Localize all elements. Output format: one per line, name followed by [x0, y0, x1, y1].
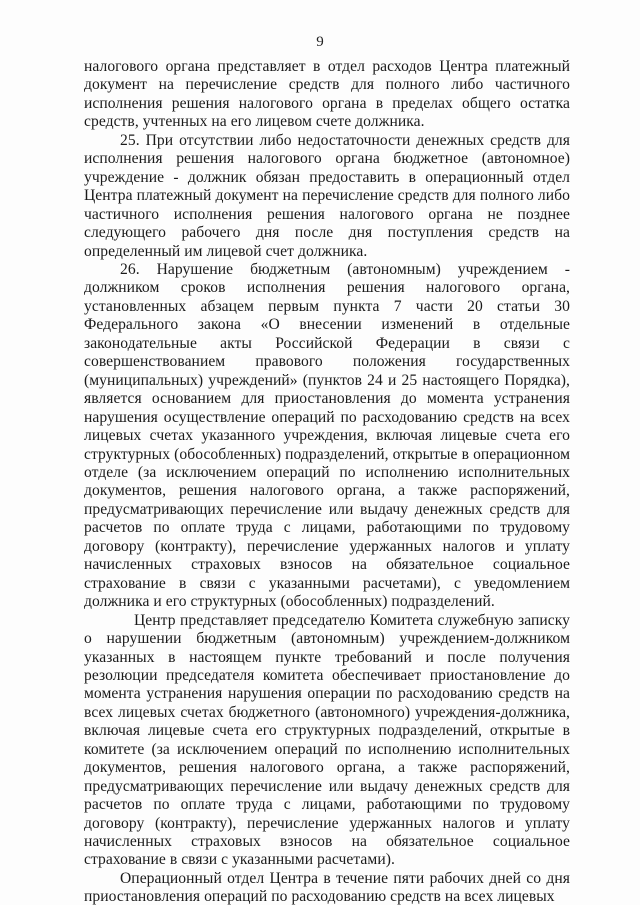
paragraph-operational-department: Операционный отдел Центра в течение пяти рабочих дней со дня приостановления операций по расходованию средств на всех лицевых — [84, 869, 570, 906]
page-number: 9 — [316, 34, 324, 50]
paragraph-continuation: налогового органа представляет в отдел расходов Центра платежный документ на перечисление средств для полного либо частичного исполнения решения налогового органа в пределах общего остатка средств, учтенных на его лицевом счете должника. — [84, 58, 570, 131]
paragraph-center-memo: Центр представляет председателю Комитета служебную записку о нарушении бюджетным (автономным) учреждением-должником указанных в настоящем пункте требований и после получения резолюции председателя комитета обеспечивает приостановление до момента устранения нарушения операции по расходованию средств на всех лицевых счетах бюджетного (автономного) учреждения-должника, включая лицевые счета его структурных подразделений, открытые в комитете (за исключением операций по исполнению исполнительных документов, решения налогового органа, а также распоряжений, предусматривающих перечисление или выдачу денежных средств для расчетов по оплате труда с лицами, работающими по трудовому договору (контракту), перечисление удержанных налогов и уплату начисленных страховых взносов на обязательное социальное страхование в связи с указанными расчетами). — [84, 611, 570, 869]
document-body — [84, 58, 570, 907]
paragraph-25: 25. При отсутствии либо недостаточности денежных средств для исполнения решения налогового органа бюджетное (автономное) учреждение - должник обязан предоставить в операционный отдел Центра платежный документ на перечисление средств для полного либо частичного исполнения решения налогового органа не позднее следующего рабочего дня после дня поступления средств на определенный им лицевой счет должника. — [84, 131, 570, 260]
paragraph-26: 26. Нарушение бюджетным (автономным) учреждением - должником сроков исполнения решения налогового органа, установленных абзацем первым пункта 7 части 20 статьи 30 Федерального закона «О внесении изменений в отдельные законодательные акты Российской Федерации в связи с совершенствованием правового положения государственных (муниципальных) учреждений» (пунктов 24 и 25 настоящего Порядка), является основанием для приостановления до момента устранения нарушения осуществление операций по расходованию средств на всех лицевых счетах указанного учреждения, включая лицевые счета его структурных (обособленных) подразделений, открытые в операционном отделе (за исключением операций по исполнению исполнительных документов, решения налогового органа, а также распоряжений, предусматривающих перечисление или выдачу денежных средств для расчетов по оплате труда с лицами, работающими по трудовому договору (контракту), перечисление удержанных налогов и уплату начисленных страховых взносов на обязательное социальное страхование в связи с указанными расчетами), с уведомлением должника и его структурных (обособленных) подразделений. — [84, 260, 570, 611]
